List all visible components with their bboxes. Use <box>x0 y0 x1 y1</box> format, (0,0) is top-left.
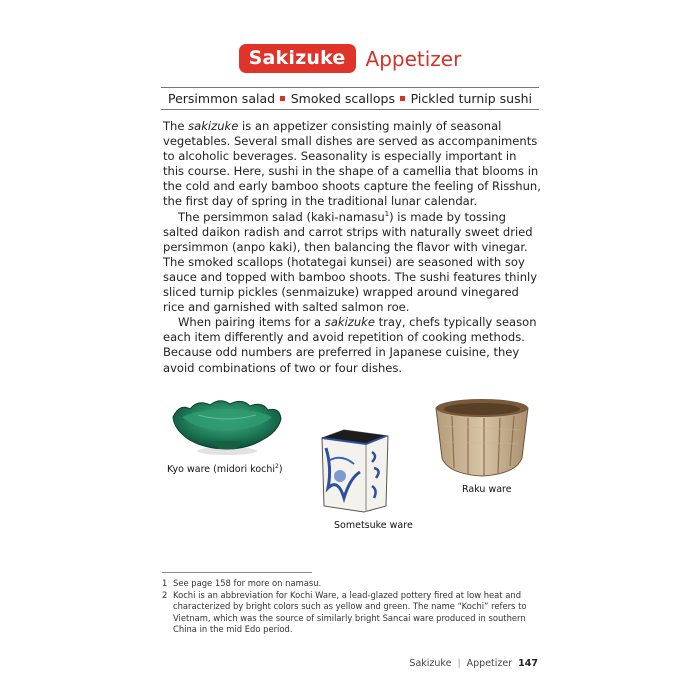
raku-ware-caption: Raku ware <box>462 484 512 495</box>
paragraph <box>163 210 541 316</box>
sometsuke-ware-caption: Sometsuke ware <box>334 520 413 531</box>
footnote-number: 2 <box>162 589 168 600</box>
caption-text: ) <box>278 464 283 476</box>
kyo-ware-caption <box>167 463 283 475</box>
italic-term: sakizuke <box>324 315 375 330</box>
menu-item: Smoked scallops <box>290 91 395 106</box>
footnotes <box>162 578 542 636</box>
footer-subsection: Appetizer <box>466 658 513 669</box>
text-run: The <box>163 119 189 133</box>
footnote-ref: 1 <box>384 209 390 218</box>
body-text <box>163 119 541 376</box>
italic-term: sakizuke <box>188 119 239 133</box>
text-run: When pairing items for a <box>178 315 325 330</box>
paragraph <box>163 119 541 210</box>
footnote-ref: 2 <box>275 463 279 470</box>
raku-ware-bowl-image <box>430 396 534 480</box>
kyo-ware-bowl-image <box>168 395 286 457</box>
caption-text: Kyo ware (midori kochi <box>167 464 276 476</box>
page-number: 147 <box>518 658 538 669</box>
page-title <box>0 44 700 73</box>
menu-item: Pickled turnip sushi <box>410 91 532 106</box>
text-run: is an appetizer consisting mainly of seasonal vegetables. Several small dishes are served as accompaniments to alcoholic beverages. Seasonality is especially important in this course. Here, sushi in the shape of a camellia that blooms in the cold and early bamboo shoots capture the feeling of Risshun, the first day of spring in the traditional lunar calendar. <box>163 119 541 209</box>
text-run: The persimmon salad (kaki-namasu <box>178 209 385 224</box>
footer-section: Sakizuke <box>409 658 452 669</box>
sometsuke-ware-cup-image <box>314 428 396 514</box>
footnote <box>162 590 542 636</box>
bullet-square-icon <box>400 96 405 101</box>
page-footer <box>409 658 538 669</box>
footnote-number: 1 <box>162 578 168 588</box>
footer-separator: | <box>457 658 461 669</box>
footnote-divider <box>162 572 312 573</box>
footnote-text: See page 158 for more on namasu. <box>173 578 322 588</box>
menu-bar <box>161 87 539 110</box>
title-english: Appetizer <box>365 46 462 71</box>
menu-item: Persimmon salad <box>168 91 276 106</box>
bullet-square-icon <box>280 96 285 101</box>
footnote-text: Kochi is an abbreviation for Kochi Ware, a lead-glazed pottery fired at low heat and characterized by bright colors such as yellow and green. The name “Kochi” refers to Vietnam, which was the source of similarly bright Sancai ware produced in southern China in the mid Edo period. <box>173 589 527 635</box>
title-badge: Sakizuke <box>239 44 356 73</box>
text-run: ) is made by tossing salted daikon radish and carrot strips with naturally sweet dried persimmon (anpo kaki), then balancing the flavor with vinegar. The smoked scallops (hotategai kunsei) are seasoned with soy sauce and topped with bamboo shoots. The sushi features thinly sliced turnip pickles (senmaizuke) wrapped around vinegared rice and garnished with salted salmon roe. <box>163 209 538 315</box>
text-run: tray, chefs typically season each item differently and avoid repetition of cooking methods. Because odd numbers are preferred in Japanese cuisine, they avoid combinations of two or four dishes. <box>163 315 537 375</box>
footnote <box>162 578 542 590</box>
paragraph <box>163 315 541 375</box>
